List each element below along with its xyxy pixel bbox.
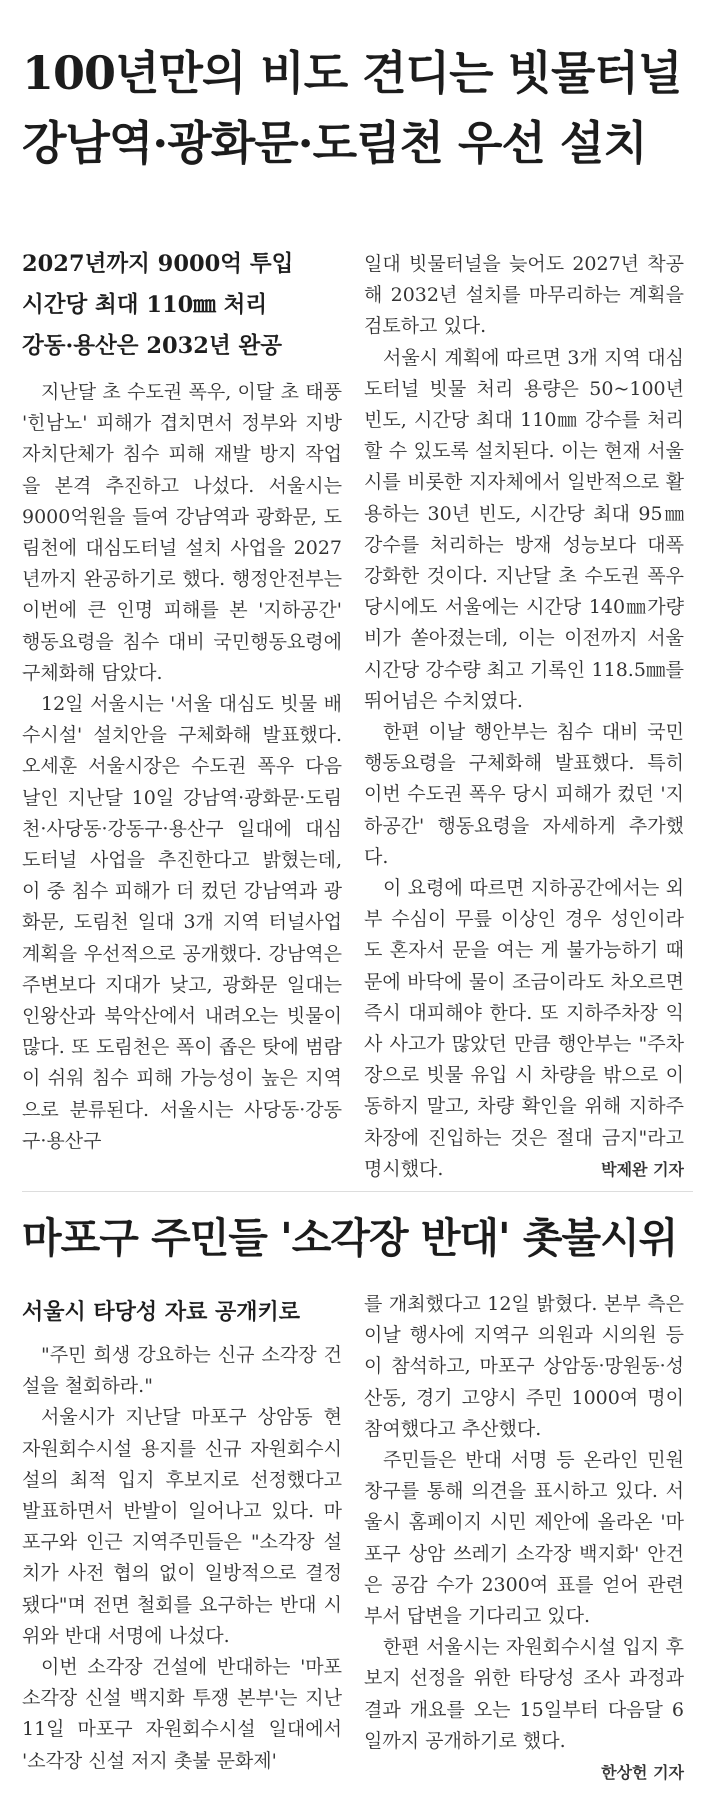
paragraph: 서울시 계획에 따르면 3개 지역 대심도터널 빗물 처리 용량은 50~100년 빈도, 시간당 최대 110㎜ 강수를 처리할 수 있도록 설치된다. 이는 현재 서울시를 비롯한 지자체에서 일반적으로 활용하는 30년 빈도, 시간당 최대 95㎜ 강수를 처리하는 방재 성능보다 대폭 강화한 것이다. 지난달 초 수도권 폭우 당시에도 서울에는 시간당 140㎜가량 비가 쏟아졌는데, 이는 이전까지 서울 시간당 강수량 최고 기록인 118.5㎜를 뛰어넘은 수치였다. [364, 346, 684, 712]
paragraph [364, 873, 684, 1185]
paragraph: 12일 서울시는 '서울 대심도 빗물 배수시설' 설치안을 구체화해 발표했다. 오세훈 서울시장은 수도권 폭우 다음 날인 지난달 10일 강남역·광화문·도림천·사당동·강동구·용산구 일대에 대심도터널 사업을 추진한다고 밝혔는데, 이 중 침수 피해가 더 컸던 강남역과 광화문, 도림천 일대 3개 지역 터널사업 계획을 우선적으로 공개했다. 강남역은 주변보다 지대가 낮고, 광화문 일대는 인왕산과 북악산에서 내려오는 빗물이 많다. 또 도림천은 폭이 좁은 탓에 범람이 쉬워 침수 피해 가능성이 높은 지역으로 분류된다. 서울시는 사당동·강동구·용산구 [22, 693, 342, 1152]
paragraph: 를 개최했다고 12일 밝혔다. 본부 측은 이날 행사에 지역구 의원과 시의원 등이 참석하고, 마포구 상암동·망원동·성산동, 경기 고양시 주민 1000여 명이 참여했다고 추산했다. [364, 1293, 684, 1440]
headline-line: 100년만의 비도 견디는 빗물터널 [22, 46, 682, 100]
article1-right-column [364, 249, 684, 1185]
paragraph: "주민 희생 강요하는 신규 소각장 건설을 철회하라." [22, 1344, 342, 1398]
subhead: 강동·용산은 2032년 완공 [22, 333, 283, 359]
subhead: 서울시 타당성 자료 공개키로 [22, 1299, 301, 1325]
paragraph: 지난달 초 수도권 폭우, 이달 초 태풍 '힌남노' 피해가 겹치면서 정부와 지방자치단체가 침수 피해 재발 방지 작업을 본격 추진하고 나섰다. 서울시는 9000억원을 들여 강남역과 광화문, 도림천에 대심도터널 설치 사업을 2027년까지 완공하기로 했다. 행정안전부는 이번에 큰 인명 피해를 본 '지하공간' 행동요령을 침수 대비 국민행동요령에 구체화해 담았다. [22, 381, 342, 684]
headline-line: 강남역·광화문·도림천 우선 설치 [22, 116, 647, 170]
paragraph: 일대 빗물터널을 늦어도 2027년 착공해 2032년 설치를 마무리하는 계획을 검토하고 있다. [364, 253, 684, 338]
article2-left-column [22, 1294, 342, 1777]
byline: 한상헌 기자 [601, 1763, 684, 1783]
paragraph: 서울시가 지난달 마포구 상암동 현 자원회수시설 용지를 신규 자원회수시설의 최적 입지 후보지로 선정했다고 발표하면서 반발이 일어나고 있다. 마포구와 인근 지역주민들은 "소각장 설치가 사전 협의 없이 일방적으로 결정됐다"며 전면 철회를 요구하는 반대 시위와 반대 서명에 나섰다. [22, 1406, 342, 1647]
closing-paragraph [364, 873, 684, 1185]
article2-right-column [364, 1289, 684, 1788]
byline: 박제완 기자 [601, 1159, 684, 1179]
paragraph: 주민들은 반대 서명 등 온라인 민원 창구를 통해 의견을 표시하고 있다. 서울시 홈페이지 시민 제안에 올라온 '마포구 상암 쓰레기 소각장 백지화' 안건은 공감 수가 2300여 표를 얻어 관련 부서 답변을 기다리고 있다. [364, 1449, 684, 1628]
paragraph: 한편 서울시는 자원회수시설 입지 후보지 선정을 위한 타당성 조사 과정과 결과 개요를 오는 15일부터 다음달 6일까지 공개하기로 했다. [364, 1636, 684, 1752]
paragraph-text: 이 요령에 따르면 지하공간에서는 외부 수심이 무릎 이상인 경우 성인이라도 혼자서 문을 여는 게 불가능하기 때문에 바닥에 물이 조금이라도 차오르면 즉시 대피해야 한다. 또 지하주차장 익사 사고가 많았던 만큼 행안부는 "주차장으로 빗물 유입 시 차량을 밖으로 이동하지 말고, 차량 확인을 위해 지하주차장에 진입하는 것은 절대 금지"라고 명시했다. [364, 877, 684, 1180]
article1-headline [22, 38, 702, 178]
article1-left-column [22, 244, 342, 1157]
paragraph: 이번 소각장 건설에 반대하는 '마포 소각장 신설 백지화 투쟁 본부'는 지난 11일 마포구 자원회수시설 일대에서 '소각장 신설 저지 촛불 문화제' [22, 1656, 342, 1772]
paragraph: 한편 이날 행안부는 침수 대비 국민행동요령을 구체화해 발표했다. 특히 이번 수도권 폭우 당시 피해가 컸던 '지하공간' 행동요령을 자세하게 추가했다. [364, 721, 684, 868]
article-divider [22, 1191, 693, 1192]
subhead: 2027년까지 9000억 투입 [22, 251, 294, 277]
subhead: 시간당 최대 110㎜ 처리 [22, 292, 268, 318]
article2-headline: 마포구 주민들 '소각장 반대' 촛불시위 [22, 1214, 678, 1262]
byline-row [364, 1757, 684, 1788]
article1-subheads [22, 244, 342, 367]
